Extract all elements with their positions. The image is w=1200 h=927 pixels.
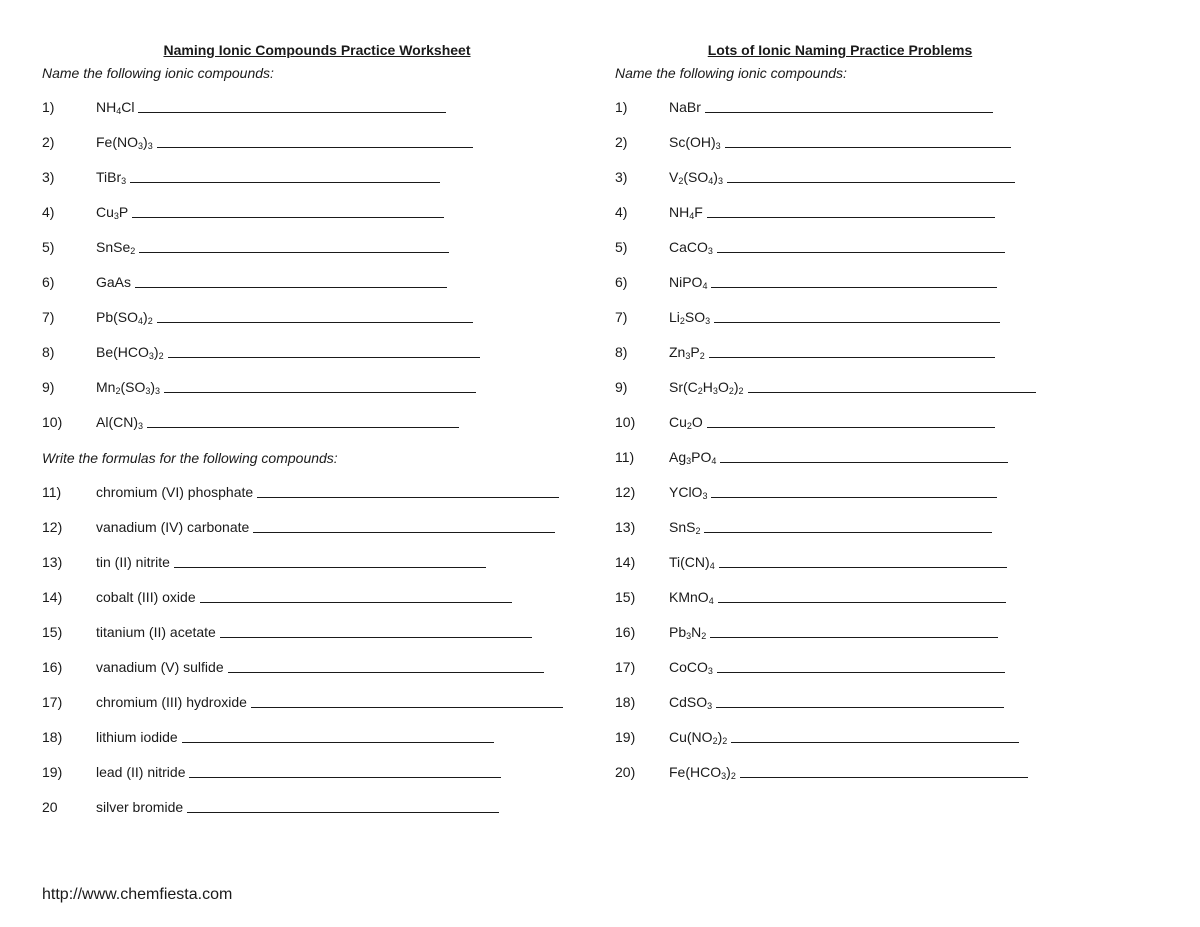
- answer-blank[interactable]: [731, 727, 1019, 743]
- left-naming-row: [42, 307, 592, 342]
- question-text: SnSe$_2$: [96, 239, 136, 256]
- right-naming-row: [615, 587, 1175, 622]
- answer-blank[interactable]: [710, 622, 998, 638]
- right-instruction-naming: Name the following ionic compounds:: [615, 65, 847, 81]
- question-number: 11): [42, 484, 62, 500]
- answer-blank[interactable]: [714, 307, 1000, 323]
- answer-blank[interactable]: [220, 622, 532, 638]
- question-number: 2): [615, 134, 628, 150]
- answer-blank[interactable]: [720, 447, 1008, 463]
- question-text: $Zn_3P_2$: [669, 344, 705, 361]
- question-number: 15): [42, 624, 63, 640]
- question-number: 6): [42, 274, 55, 290]
- left-instruction-naming: Name the following ionic compounds:: [42, 65, 274, 81]
- question-text: $V_2(SO_4)_3$: [669, 169, 723, 186]
- answer-blank[interactable]: [130, 167, 440, 183]
- left-formula-row: [42, 482, 592, 517]
- question-number: 16): [615, 624, 636, 640]
- right-naming-row: [615, 552, 1175, 587]
- question-text: $Al(CN)_3$: [96, 414, 144, 431]
- question-text: $Sr(C_2H_3O_2)_2$: [669, 379, 744, 396]
- right-naming-row: [615, 447, 1175, 482]
- right-naming-list: [615, 97, 1175, 797]
- question-text: $Fe(HCO_3)_2$: [669, 764, 736, 781]
- left-naming-row: [42, 412, 592, 447]
- question-text: CaCO$_3$: [669, 239, 713, 256]
- answer-blank[interactable]: [228, 657, 544, 673]
- question-text: $Ag_3PO_4$: [669, 449, 717, 466]
- question-number: 18): [615, 694, 636, 710]
- left-naming-row: [42, 342, 592, 377]
- answer-blank[interactable]: [157, 132, 473, 148]
- left-formula-row: [42, 517, 592, 552]
- right-worksheet: [615, 40, 1175, 797]
- answer-blank[interactable]: [719, 552, 1007, 568]
- left-formula-row: [42, 727, 592, 762]
- question-number: 13): [42, 554, 63, 570]
- question-text: NiPO$_4$: [669, 274, 708, 291]
- question-number: 12): [42, 519, 63, 535]
- question-number: 9): [615, 379, 628, 395]
- footer-url: http://www.chemfiesta.com: [42, 886, 233, 903]
- question-text: silver bromide: [96, 799, 184, 815]
- question-text: $Be(HCO_3)_2$: [96, 344, 164, 361]
- left-title: Naming Ionic Compounds Practice Worksheet: [163, 42, 471, 58]
- answer-blank[interactable]: [716, 692, 1004, 708]
- question-text: $Pb_3N_2$: [669, 624, 707, 641]
- left-formula-list: [42, 482, 592, 832]
- question-number: 8): [615, 344, 628, 360]
- question-text: TiBr$_3$: [96, 169, 127, 186]
- answer-blank[interactable]: [182, 727, 494, 743]
- question-text: GaAs: [96, 274, 132, 290]
- answer-blank[interactable]: [157, 307, 473, 323]
- right-naming-row: [615, 237, 1175, 272]
- left-naming-row: [42, 167, 592, 202]
- right-naming-row: [615, 272, 1175, 307]
- question-number: 4): [615, 204, 628, 220]
- question-text: $Li_2SO_3$: [669, 309, 711, 326]
- right-naming-row: [615, 762, 1175, 797]
- left-naming-row: [42, 377, 592, 412]
- right-naming-row: [615, 692, 1175, 727]
- question-number: 2): [42, 134, 55, 150]
- left-formula-row: [42, 622, 592, 657]
- question-number: 8): [42, 344, 55, 360]
- question-text: cobalt (III) oxide: [96, 589, 196, 605]
- left-naming-row: [42, 237, 592, 272]
- answer-blank[interactable]: [187, 797, 499, 813]
- question-text: $Cu(NO_2)_2$: [669, 729, 728, 746]
- question-number: 7): [615, 309, 628, 325]
- question-text: $Ti(CN)_4$: [669, 554, 715, 571]
- question-text: titanium (II) acetate: [96, 624, 216, 640]
- left-naming-row: [42, 272, 592, 307]
- right-naming-row: [615, 167, 1175, 202]
- right-naming-row: [615, 657, 1175, 692]
- question-text: CoCO$_3$: [669, 659, 713, 676]
- question-text: SnS$_2$: [669, 519, 701, 536]
- question-number: 20): [615, 764, 636, 780]
- question-text: KMnO$_4$: [669, 589, 714, 606]
- left-formula-row: [42, 587, 592, 622]
- left-naming-row: [42, 97, 592, 132]
- question-number: 11): [615, 449, 635, 465]
- question-number: 16): [42, 659, 63, 675]
- question-number: 6): [615, 274, 628, 290]
- question-number: 19): [615, 729, 636, 745]
- answer-blank[interactable]: [138, 97, 446, 113]
- right-naming-row: [615, 202, 1175, 237]
- question-text: $Cu_2O$: [669, 414, 703, 431]
- answer-blank[interactable]: [704, 517, 992, 533]
- question-text: lead (II) nitride: [96, 764, 186, 780]
- question-text: vanadium (IV) carbonate: [96, 519, 250, 535]
- question-text: chromium (VI) phosphate: [96, 484, 254, 500]
- answer-blank[interactable]: [725, 132, 1011, 148]
- answer-blank[interactable]: [251, 692, 563, 708]
- question-number: 18): [42, 729, 63, 745]
- question-number: 1): [42, 99, 55, 115]
- left-formula-row: [42, 692, 592, 727]
- right-naming-row: [615, 97, 1175, 132]
- right-naming-row: [615, 342, 1175, 377]
- question-number: 10): [42, 414, 63, 430]
- question-text: CdSO$_3$: [669, 694, 713, 711]
- question-number: 4): [42, 204, 55, 220]
- right-naming-row: [615, 482, 1175, 517]
- left-naming-row: [42, 132, 592, 167]
- answer-blank[interactable]: [705, 97, 993, 113]
- answer-blank[interactable]: [711, 482, 997, 498]
- answer-blank[interactable]: [200, 587, 512, 603]
- right-naming-row: [615, 727, 1175, 762]
- question-number: 14): [42, 589, 63, 605]
- answer-blank[interactable]: [132, 202, 444, 218]
- question-number: 14): [615, 554, 636, 570]
- question-number: 17): [42, 694, 63, 710]
- question-text: $Fe(NO_3)_3$: [96, 134, 153, 151]
- left-instruction-formulas: Write the formulas for the following compounds:: [42, 450, 338, 466]
- left-formula-row: [42, 797, 592, 832]
- right-naming-row: [615, 307, 1175, 342]
- answer-blank[interactable]: [717, 657, 1005, 673]
- question-number: 13): [615, 519, 636, 535]
- answer-blank[interactable]: [709, 342, 995, 358]
- answer-blank[interactable]: [707, 412, 995, 428]
- right-naming-row: [615, 132, 1175, 167]
- question-text: $NH_4F$: [669, 204, 703, 221]
- question-text: $Pb(SO_4)_2$: [96, 309, 153, 326]
- answer-blank[interactable]: [748, 377, 1036, 393]
- answer-blank[interactable]: [174, 552, 486, 568]
- answer-blank[interactable]: [257, 482, 559, 498]
- question-number: 3): [42, 169, 55, 185]
- question-number: 12): [615, 484, 636, 500]
- question-number: 20: [42, 799, 58, 815]
- question-text: $Mn_2(SO_3)_3$: [96, 379, 161, 396]
- question-number: 5): [42, 239, 55, 255]
- answer-blank[interactable]: [707, 202, 995, 218]
- answer-blank[interactable]: [139, 237, 449, 253]
- question-number: 17): [615, 659, 636, 675]
- question-number: 15): [615, 589, 636, 605]
- question-number: 19): [42, 764, 63, 780]
- answer-blank[interactable]: [135, 272, 447, 288]
- right-naming-row: [615, 622, 1175, 657]
- left-formula-row: [42, 657, 592, 692]
- question-text: chromium (III) hydroxide: [96, 694, 247, 710]
- answer-blank[interactable]: [740, 762, 1028, 778]
- left-formula-row: [42, 552, 592, 587]
- left-worksheet: [42, 40, 592, 832]
- question-text: vanadium (V) sulfide: [96, 659, 224, 675]
- question-text: $NH_4Cl$: [96, 99, 135, 116]
- question-number: 1): [615, 99, 628, 115]
- question-text: NaBr: [669, 99, 701, 115]
- question-number: 10): [615, 414, 636, 430]
- answer-blank[interactable]: [189, 762, 501, 778]
- question-text: YClO$_3$: [669, 484, 708, 501]
- question-text: $Cu_3P$: [96, 204, 129, 221]
- right-naming-row: [615, 517, 1175, 552]
- question-number: 3): [615, 169, 628, 185]
- answer-blank[interactable]: [717, 237, 1005, 253]
- question-number: 7): [42, 309, 55, 325]
- answer-blank[interactable]: [168, 342, 480, 358]
- left-naming-row: [42, 202, 592, 237]
- right-title: Lots of Ionic Naming Practice Problems: [707, 42, 973, 58]
- answer-blank[interactable]: [253, 517, 555, 533]
- answer-blank[interactable]: [727, 167, 1015, 183]
- left-formula-row: [42, 762, 592, 797]
- left-naming-list: [42, 97, 592, 447]
- question-text: tin (II) nitrite: [96, 554, 170, 570]
- question-text: $Sc(OH)_3$: [669, 134, 721, 151]
- question-number: 5): [615, 239, 628, 255]
- question-number: 9): [42, 379, 55, 395]
- answer-blank[interactable]: [711, 272, 997, 288]
- right-naming-row: [615, 412, 1175, 447]
- answer-blank[interactable]: [718, 587, 1006, 603]
- answer-blank[interactable]: [164, 377, 476, 393]
- answer-blank[interactable]: [147, 412, 459, 428]
- question-text: lithium iodide: [96, 729, 178, 745]
- right-naming-row: [615, 377, 1175, 412]
